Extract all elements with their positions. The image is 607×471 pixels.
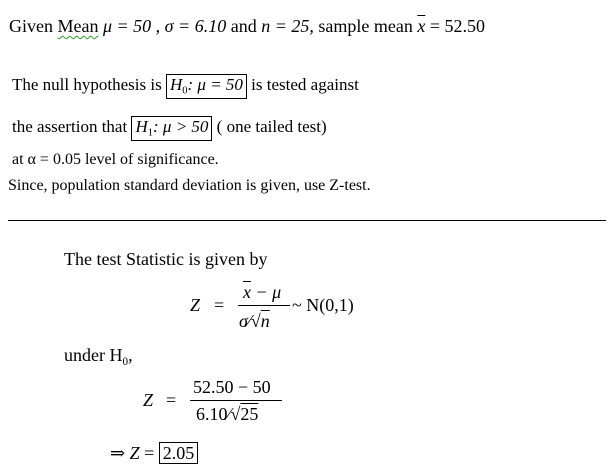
h1-letter: H bbox=[135, 117, 148, 136]
mean-word: Mean bbox=[57, 16, 99, 36]
calc-z-label: Z bbox=[143, 390, 154, 410]
z-formula-label: Z bbox=[190, 295, 201, 315]
alt-hypothesis-line bbox=[12, 116, 327, 141]
alt-prefix: the assertion that bbox=[12, 117, 128, 136]
calc-den-slash: ⁄ bbox=[227, 404, 231, 424]
null-prefix: The null hypothesis is bbox=[12, 75, 162, 94]
and-word: and bbox=[230, 16, 257, 36]
under-h0-line bbox=[64, 346, 133, 368]
calc-numerator: 52.50 − 50 bbox=[193, 377, 271, 397]
calc-den-value: 6.10 bbox=[196, 404, 228, 424]
denominator-sqrt: √ bbox=[250, 311, 261, 331]
statistic-intro: The test Statistic is given by bbox=[64, 249, 268, 269]
distribution-value: ~ N(0,1) bbox=[292, 295, 354, 315]
denominator-sigma: σ bbox=[239, 311, 248, 331]
xbar-value: = 52.50 bbox=[429, 16, 485, 36]
result-equals: = bbox=[144, 443, 155, 463]
numerator-xbar: $\overline{x}$ bbox=[243, 282, 251, 302]
calc-equals: = bbox=[166, 390, 177, 410]
result-z-label: Z bbox=[129, 443, 140, 463]
sample-mean-label: sample mean bbox=[318, 16, 413, 36]
implies-arrow: ⇒ bbox=[110, 443, 126, 463]
result-value-box: 2.05 bbox=[159, 442, 199, 464]
numerator-rest: − μ bbox=[251, 282, 282, 302]
under-subscript: 0 bbox=[122, 355, 129, 368]
given-word: Given bbox=[9, 16, 53, 36]
h0-subscript: 0 bbox=[182, 85, 188, 97]
alt-suffix: ( one tailed test) bbox=[216, 117, 327, 136]
h0-letter: H bbox=[169, 75, 183, 94]
xbar-symbol: $\overline{x}$ bbox=[417, 16, 426, 36]
null-suffix: is tested against bbox=[251, 75, 359, 94]
calc-fraction-line bbox=[190, 400, 282, 401]
z-formula-denominator bbox=[239, 312, 270, 330]
given-line: Given Mean μ = 50 , σ = 6.10 and n = 25, sample mean $\overline{x} = 52.50$ bbox=[9, 16, 485, 36]
h1-box bbox=[131, 116, 212, 141]
h0-rest: : μ = 50 bbox=[187, 75, 243, 94]
z-formula-fraction-line bbox=[238, 305, 290, 306]
under-text: under H bbox=[64, 345, 123, 365]
section-divider bbox=[8, 220, 606, 221]
h1-subscript: 1 bbox=[147, 127, 153, 139]
under-comma: , bbox=[128, 345, 133, 365]
calc-den-sqrt: √ bbox=[230, 404, 241, 424]
z-formula-equals: = bbox=[214, 295, 225, 315]
calc-den-sqrt-num: 25 bbox=[240, 404, 259, 424]
denominator-slash: ⁄ bbox=[247, 311, 251, 331]
since-line: Since, population standard deviation is given, use Z-test. bbox=[8, 177, 371, 194]
alpha-line: at α = 0.05 level of significance. bbox=[12, 151, 219, 168]
z-formula-numerator bbox=[243, 283, 281, 301]
distribution-text bbox=[292, 296, 354, 314]
n-equation: n = 25, bbox=[261, 16, 314, 36]
sigma-equation: σ = 6.10 bbox=[164, 16, 227, 36]
result-line bbox=[110, 442, 198, 464]
h1-rest: : μ > 50 bbox=[153, 117, 209, 136]
calc-denominator bbox=[196, 405, 258, 423]
h0-box bbox=[166, 74, 247, 99]
denominator-n: n bbox=[260, 311, 270, 331]
null-hypothesis-line bbox=[12, 74, 359, 99]
mu-equation: μ = 50 bbox=[102, 16, 152, 36]
